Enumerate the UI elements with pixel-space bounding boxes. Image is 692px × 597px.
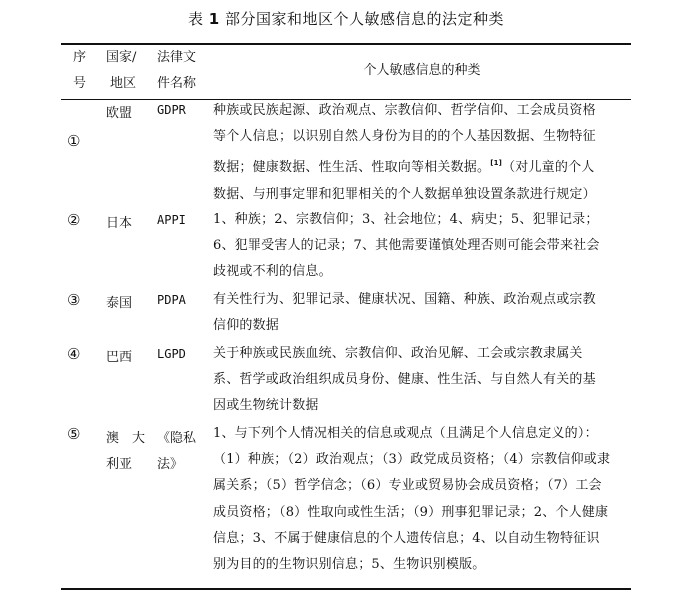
row1-seq: ① <box>67 132 81 150</box>
row5-types: 1、与下列个人情况相关的信息或观点（且满足个人信息定义的）： （1）种族；（2）政治观点；（3）政党成员资格；（4）宗教信仰或隶 属关系；（5）哲学信念；（6）专业或贸易协会成员资格；（7）工会 成员资格；（8）性取向或性生活；（9）刑事犯罪记录；2、个人健康 信息；3、不属于健康信息的个人遗传信息；4、以自动生物特征识 别为目的的生物识别信息；5、生物识别模版。 <box>213 426 611 573</box>
row2-types: 1、种族；2、宗教信仰；3、社会地位；4、病史；5、犯罪记录； 6、犯罪受害人的记录；7、其他需要谨慎处理否则可能会带来社会 歧视或不利的信息。 <box>213 212 600 280</box>
row1-types: 种族或民族起源、政治观点、宗教信仰、哲学信仰、工会成员资格 等个人信息；以识别自然人身份为目的的个人基因数据、生物特征 数据；健康数据、性生活、性取向等相关数据。[1]（对儿童的个人 数据、与刑事定罪和犯罪相关的个人数据单独设置条款进行规定） <box>213 103 596 202</box>
row2-law: APPI <box>157 213 186 227</box>
row1-country: 欧盟 <box>106 106 133 121</box>
row4-law: LGPD <box>157 347 186 361</box>
header-types: 个人敏感信息的种类 <box>363 63 481 78</box>
row3-country: 泰国 <box>106 296 133 311</box>
row4-seq: ④ <box>67 345 81 363</box>
header-country: 国家/ 地区 <box>106 50 137 91</box>
row2-country: 日本 <box>106 216 133 231</box>
row4-types: 关于种族或民族血统、宗教信仰、政治见解、工会或宗教隶属关 系、哲学或政治组织成员身份、健康、性生活、与自然人有关的基 因或生物统计数据 <box>213 346 596 414</box>
row1-law: GDPR <box>157 103 186 117</box>
table-top-rule <box>61 43 631 45</box>
caption-number: 1 <box>208 10 220 28</box>
table-bottom-rule <box>61 588 631 590</box>
header-law: 法律文 件名称 <box>157 50 197 91</box>
table-caption <box>0 8 692 29</box>
row3-law: PDPA <box>157 293 186 307</box>
caption-prefix: 表 <box>187 10 204 28</box>
row3-types: 有关性行为、犯罪记录、健康状况、国籍、种族、政治观点或宗教 信仰的数据 <box>213 292 596 334</box>
row2-seq: ② <box>67 211 81 229</box>
row3-seq: ③ <box>67 291 81 309</box>
caption-text: 部分国家和地区个人敏感信息的法定种类 <box>225 10 505 28</box>
citation-ref: [1] <box>490 159 503 168</box>
row4-country: 巴西 <box>106 350 133 365</box>
header-seq: 序 号 <box>73 50 87 91</box>
row5-country: 澳 大 利亚 <box>106 431 146 472</box>
row5-law: 《隐私 法》 <box>157 431 197 472</box>
row5-seq: ⑤ <box>67 425 81 443</box>
